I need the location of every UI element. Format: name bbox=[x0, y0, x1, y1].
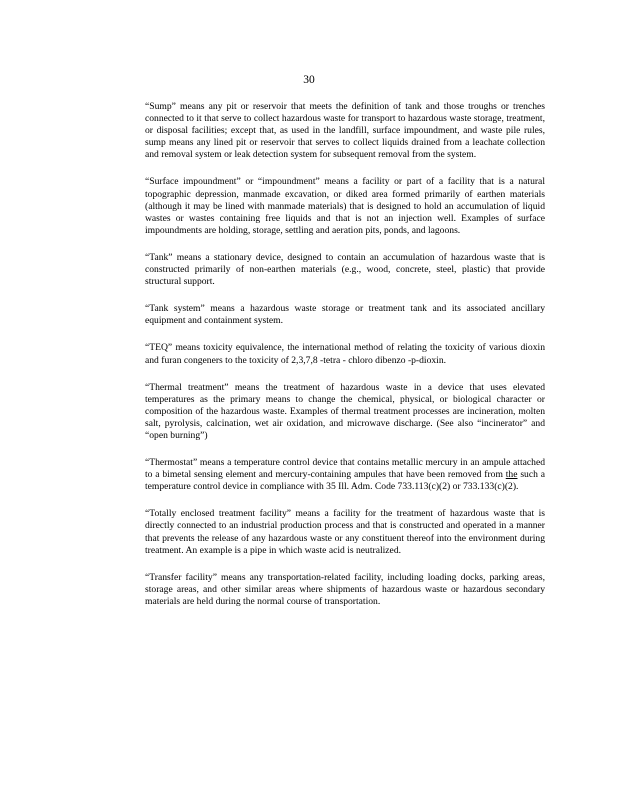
definition-thermostat bbox=[145, 457, 545, 493]
definition-transfer-facility: “Transfer facility” means any transportation-related facility, including loading docks, parking areas, storage areas, and other similar areas where shipments of hazardous waste or hazardous secondary materials are held during the normal course of transportation. bbox=[145, 571, 545, 607]
definition-tank: “Tank” means a stationary device, designed to contain an accumulation of hazardous waste that is constructed primarily of non-earthen materials (e.g., wood, concrete, steel, plastic) that provide structural support. bbox=[145, 251, 545, 288]
definition-tank-system: “Tank system” means a hazardous waste storage or treatment tank and its associated ancillary equipment and containment system. bbox=[145, 303, 545, 327]
definition-thermal-treatment: “Thermal treatment” means the treatment of hazardous waste in a device that uses elevated temperatures as the primary means to change the chemical, physical, or biological character or composition of the hazardous waste. Examples of thermal treatment processes are incineration, molten salt, pyrolysis, calcination, wet air oxidation, and microwave discharge. (See also “incinerator” and “open burning”) bbox=[145, 381, 545, 441]
definition-teq: “TEQ” means toxicity equivalence, the international method of relating the toxicity of various dioxin and furan congeners to the toxicity of 2,3,7,8 -tetra - chloro dibenzo -p-dioxin. bbox=[145, 342, 545, 366]
page-number: 30 bbox=[303, 74, 315, 86]
definition-thermostat-text-after: such a temperature control device in compliance with 35 Ill. Adm. Code 733.113(c)(2) or 733.133(c)(2). bbox=[145, 469, 545, 493]
definition-thermostat-underlined-word: the bbox=[505, 469, 518, 481]
definition-thermostat-text-before: “Thermostat” means a temperature control device that contains metallic mercury in an ampule attached to a bimetal sensing element and mercury-containing ampules that have been removed from bbox=[145, 457, 545, 481]
definition-totally-enclosed-treatment-facility: “Totally enclosed treatment facility” means a facility for the treatment of hazardous waste that is directly connected to an industrial production process and that is constructed and operated in a manner that prevents the release of any hazardous waste or any constituent thereof into the environment during treatment. An example is a pipe in which waste acid is neutralized. bbox=[145, 508, 545, 556]
definitions-section bbox=[145, 101, 545, 623]
definition-sump: “Sump” means any pit or reservoir that meets the definition of tank and those troughs or trenches connected to it that serve to collect hazardous waste for transport to hazardous waste storage, treatment, or disposal facilities; except that, as used in the landfill, surface impoundment, and waste pile rules, sump means any lined pit or reservoir that serves to collect liquids drained from a leachate collection and removal system or leak detection system for subsequent removal from the system. bbox=[145, 101, 545, 161]
definition-surface-impoundment: “Surface impoundment” or “impoundment” means a facility or part of a facility that is a natural topographic depression, manmade excavation, or diked area formed primarily of earthen materials (although it may be lined with manmade materials) that is designed to hold an accumulation of liquid wastes or wastes containing free liquids and that is not an injection well. Examples of surface impoundments are holding, storage, settling and aeration pits, ponds, and lagoons. bbox=[145, 176, 545, 236]
